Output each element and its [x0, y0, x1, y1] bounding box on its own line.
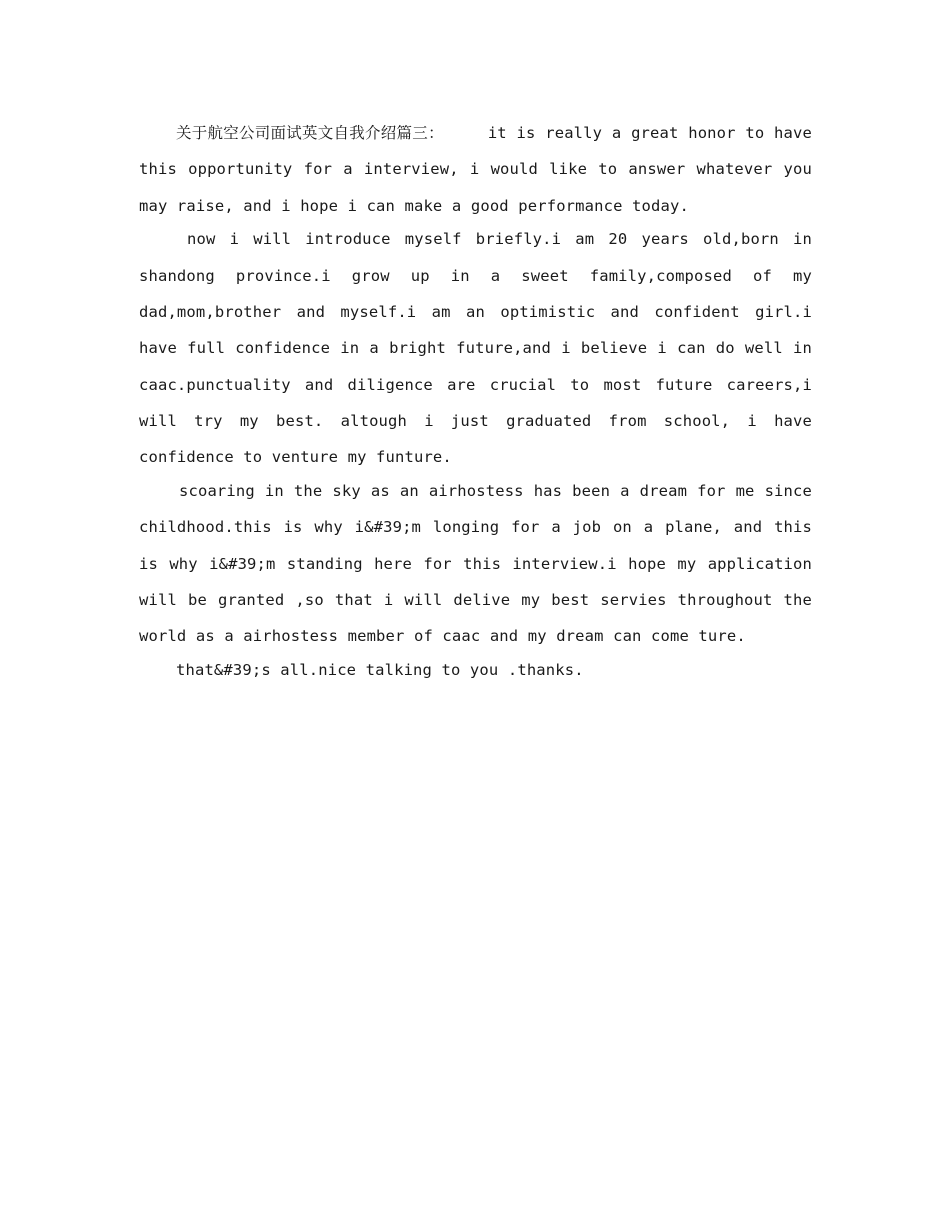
body-paragraph: now i will introduce myself briefly.i am 20 years old,born in shandong province.i grow up in a sweet family,composed of my dad,mom,brother and myself.i am an optimistic and confident girl.i have full confidence in a bright future,and i believe i can do well in caac.punctuality and diligence are crucial to most future careers,i will try my best. altough i just graduated from school, i have confidence to venture my funture.: [139, 230, 812, 467]
document-body: [139, 115, 812, 686]
body-paragraph: scoaring in the sky as an airhostess has been a dream for me since childhood.this is why i&#39;m longing for a job on a plane, and this is why i&#39;m standing here for this interview.i hope my application will be granted ,so that i will delive my best servies throughout the world as a airhostess member of caac and my dream can come ture.: [139, 481, 812, 646]
closing-paragraph: that&#39;s all.nice talking to you .thanks.: [176, 660, 584, 679]
section-heading: 关于航空公司面试英文自我介绍篇三：: [176, 124, 444, 142]
intro-paragraph: [139, 115, 812, 224]
paragraph-text: it is really a great honor to have this opportunity for a interview, i would like to answer whatever you may raise, and i hope i can make a good performance today.: [139, 124, 812, 215]
